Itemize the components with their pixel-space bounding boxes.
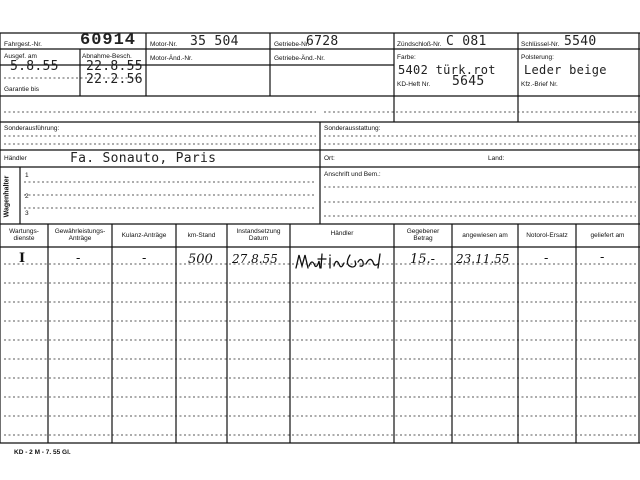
- haendler-value: Fa. Sonauto, Paris: [70, 151, 217, 166]
- col-header-wartungsdienste: Wartungs- dienste: [9, 228, 39, 242]
- motor-aend-label: Motor-Änd.-Nr.: [150, 55, 193, 62]
- getriebe-aend-label: Getriebe-Änd.-Nr.: [274, 55, 325, 62]
- land-label: Land:: [488, 155, 505, 162]
- sonderausfuehrung-label: Sonderausführung:: [4, 125, 60, 132]
- anschrift-label: Anschrift und Bem.:: [324, 171, 381, 178]
- motor-label: Motor-Nr.: [150, 41, 178, 48]
- print-code: KD - 2 M - 7. 55 Gl.: [14, 449, 71, 456]
- zuendschloss-value: C 081: [446, 34, 487, 49]
- wagenhalter-label: Wagenhalter: [3, 175, 11, 218]
- polsterung-value: Leder beige: [524, 63, 607, 77]
- ort-label: Ort:: [324, 155, 335, 162]
- motor-value: 35 504: [190, 34, 239, 49]
- garantie-label: Garantie bis: [4, 86, 40, 93]
- cell-notorol: -: [544, 251, 549, 266]
- col-header-gewaehrleistung: Gewährleistungs- Anträge: [54, 228, 106, 242]
- kfz-brief-label: Kfz.-Brief Nr.: [521, 81, 558, 88]
- haendler-label: Händler: [4, 155, 27, 162]
- schluessel-label: Schlüssel-Nr.: [521, 41, 560, 48]
- col-header-km-stand: km-Stand: [187, 232, 216, 239]
- kd-heft-value: 5645: [452, 74, 485, 89]
- col-header-kulanz: Kulanz-Anträge: [121, 232, 167, 239]
- farbe-value: 5402 türk.rot: [398, 63, 496, 77]
- cell-gewaehrleistung: -: [76, 251, 81, 266]
- zuendschloss-label: Zündschloß-Nr.: [397, 41, 442, 48]
- wagenhalter-row-3: 3: [25, 210, 29, 217]
- farbe-label: Farbe:: [397, 54, 416, 61]
- polsterung-label: Polsterung:: [521, 54, 554, 61]
- cell-wartungsdienste: I: [19, 251, 26, 266]
- sonderausstattung-label: Sonderausstattung:: [324, 125, 381, 132]
- cell-geliefert: -: [600, 250, 605, 265]
- col-header-geliefert: geliefert am: [590, 232, 625, 239]
- col-header-betrag: Gegebener Betrag: [406, 228, 440, 242]
- cell-kulanz: -: [142, 251, 147, 266]
- col-header-haendler: Händler: [330, 230, 354, 237]
- col-header-angewiesen: angewiesen am: [462, 232, 508, 239]
- cell-angewiesen: 23.11.55: [456, 252, 510, 266]
- fahrgestell-label: Fahrgest.-Nr.: [4, 41, 42, 48]
- col-header-notorol: Notorol-Ersatz: [526, 232, 568, 239]
- abnahme-value: 22.8.55: [86, 59, 143, 74]
- kd-heft-label: KD-Heft Nr.: [397, 81, 431, 88]
- ausgef-label: Ausgef. am: [4, 53, 37, 60]
- garantie-value: 22.2.56: [86, 72, 143, 87]
- fahrgestell-value: 60914: [80, 31, 137, 50]
- ausgef-value: 5.8.55: [10, 59, 59, 74]
- abnahme-label: Abnahme-Besch.: [82, 53, 132, 60]
- wagenhalter-row-2: 2: [25, 193, 29, 200]
- wagenhalter-row-1: 1: [25, 172, 29, 179]
- cell-instandsetzung-datum: 27.8.55: [232, 252, 278, 266]
- getriebe-value: 6728: [306, 34, 339, 49]
- schluessel-value: 5540: [564, 34, 597, 49]
- cell-haendler: [296, 254, 383, 267]
- getriebe-label: Getriebe-Nr.: [274, 41, 310, 48]
- cell-betrag: 15.-: [410, 252, 436, 267]
- col-header-instandsetzung: Instandsetzung Datum: [236, 228, 281, 242]
- cell-km-stand: 500: [188, 252, 213, 267]
